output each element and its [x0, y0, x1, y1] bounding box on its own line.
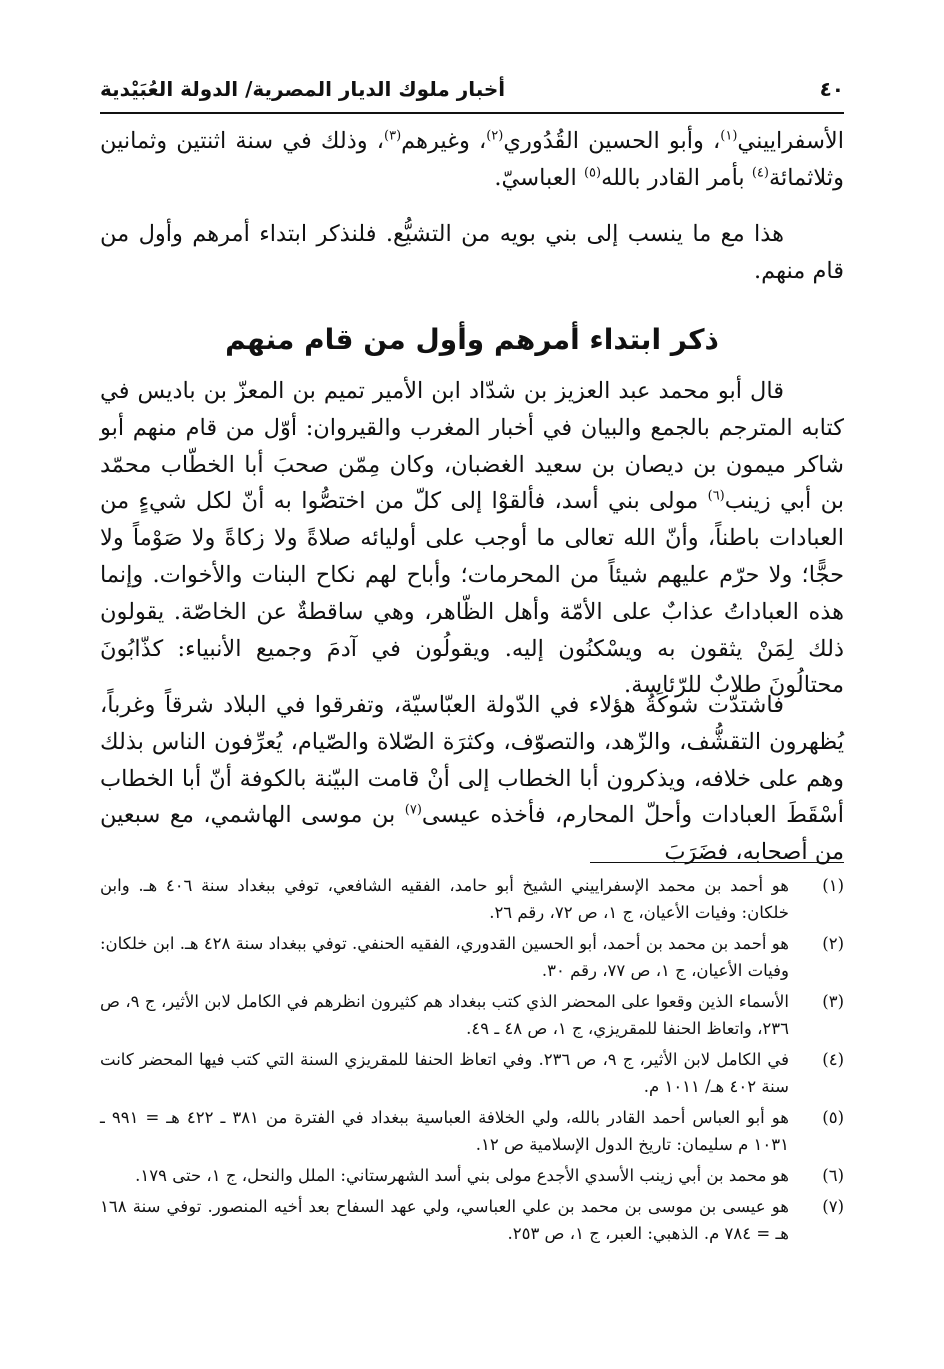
footnote-item	[100, 1104, 844, 1158]
footnote-text: هو عيسى بن موسى بن محمد بن علي العباسي، ولي عهد السفاح بعد أخيه المنصور. توفي سنة ١٦٨ هـ = ٧٨٤ م. الذهبي: العبر، ج ١، ص ٢٥٣.	[100, 1197, 789, 1243]
footnote-ref-3[interactable]: (٣)	[384, 128, 402, 144]
footnote-ref-5[interactable]: (٥)	[583, 165, 602, 181]
footnote-text: هو محمد بن أبي زينب الأسدي الأجدع مولى بني أسد الشهرستاني: الملل والنحل، ج ١، حتى ١٧٩.	[135, 1166, 789, 1185]
footnote-ref-1[interactable]: (١)	[720, 128, 738, 144]
footnote-number: (١)	[822, 876, 844, 895]
text-run: العباسيّ.	[494, 164, 584, 191]
text-run: مولى بني أسد، فألقوْا إلى كلّ من اختصُّوا به أنّ لكل شيءٍ من العبادات باطناً، وأنّ الله تعالى ما أوجب على أوليائه صلاةً ولا زكاةً ولا صَوْماً ولا حجًّا؛ ولا حرّم عليهم شيئاً من المحرمات؛ وأباح لهم نكاح البنات والأخوات. وإنما هذه العباداتُ عذابٌ على الأمّة وأهل الظّاهر، وهي ساقطةٌ عن الخاصّة. يقولون ذلك لِمَنْ يثقون به ويسْكنُون إليه. ويقولُون في آدمَ وجميع الأنبياء: كذّابُونَ محتالُونَ طلابٌ للرّئاسة.	[100, 488, 844, 699]
footnote-item	[100, 1162, 844, 1189]
footnote-number: (٧)	[822, 1197, 844, 1216]
footnote-number: (٣)	[822, 992, 844, 1011]
text-run: ، وغيرهم	[401, 128, 487, 154]
footnote-item	[100, 1193, 844, 1247]
footnote-text: الأسماء الذين وقعوا على المحضر الذي كتب ببغداد هم كثيرون انظرهم في الكامل لابن الأثير، ج ٩، ص ٢٣٦، واتعاظ الحنفا للمقريزي، ج ١، ص ٤٨ ـ ٤٩.	[100, 992, 789, 1038]
footnote-text: في الكامل لابن الأثير، ج ٩، ص ٢٣٦. وفي اتعاظ الحنفا للمقريزي السنة التي كتب فيها المحضر كانت سنة ٤٠٢ هـ/ ١٠١١ م.	[100, 1050, 790, 1096]
footnote-ref-7[interactable]: (٧)	[404, 802, 422, 818]
footnote-number: (٤)	[822, 1050, 844, 1069]
footnotes-list	[100, 872, 844, 1251]
footnote-number: (٦)	[822, 1166, 844, 1185]
footnote-separator	[590, 862, 844, 863]
footnote-ref-2[interactable]: (٢)	[486, 128, 504, 144]
footnote-text: هو أحمد بن محمد بن أحمد، أبو الحسين القدوري، الفقيه الحنفي. توفي ببغداد سنة ٤٢٨ هـ. ابن خلكان: وفيات الأعيان، ج ١، ص ٧٧، رقم ٣٠.	[100, 934, 789, 980]
paragraph-4	[100, 687, 844, 871]
text-run: فاشتدّت شوكَةُ هؤلاء في الدّولة العبّاسيّة، وتفرقوا في البلاد شرقاً وغرباً، يُظهرون التقشُّف، والزّهد، والتصوّف، وكثرَة الصّلاة والصّيام، يُعرِّفون الناس بذلك وهم على خلافه، ويذكرون أبا الخطاب إلى أنْ قامت البيّنة بالكوفة أنّ أبا الخطاب أسْقَطَ العبادات وأحلّ المحارم، فأخذه عيسى	[100, 692, 844, 829]
paragraph-3	[100, 373, 844, 704]
running-title: أخبار ملوك الديار المصرية/ الدولة العُبَيْدية	[100, 77, 506, 101]
footnote-item	[100, 872, 844, 926]
footnote-ref-4[interactable]: (٤)	[751, 165, 769, 181]
text-run: قال أبو محمد عبد العزيز بن شدّاد ابن الأمير تميم بن المعزّ بن باديس في كتابه المترجم بالجمع والبيان في أخبار المغرب والقيروان: أوّل من قام منهم أبو شاكر ميمون بن ديصان بن سعيد الغضبان، وكان مِمّن صحبَ أبا الخطّاب محمّد بن أبي زينب	[100, 378, 844, 515]
running-header	[100, 72, 844, 106]
paragraph-2: هذا مع ما ينسب إلى بني بويه من التشيُّع. فلنذكر ابتداء أمرهم وأول من قام منهم.	[100, 221, 844, 284]
text-run: بأمر القادر بالله	[601, 164, 752, 191]
text-run: ، وأبو الحسين القُدُوري	[503, 128, 721, 154]
section-heading: ذكر ابتداء أمرهم وأول من قام منهم	[225, 323, 719, 356]
paragraph-1	[100, 123, 844, 197]
footnote-ref-6[interactable]: (٦)	[707, 488, 725, 504]
footnote-text: هو أبو العباس أحمد القادر بالله، ولي الخلافة العباسية ببغداد في الفترة من ٣٨١ ـ ٤٢٢ هـ = ٩٩١ ـ ١٠٣١ م سليمان: تاريخ الدول الإسلامية ص ١٢.	[100, 1108, 789, 1154]
header-rule	[100, 112, 844, 114]
footnote-number: (٢)	[822, 934, 844, 953]
footnote-text: هو أحمد بن محمد الإسفراييني الشيخ أبو حامد، الفقيه الشافعي، توفي ببغداد سنة ٤٠٦ هـ. وابن خلكان: وفيات الأعيان، ج ١، ص ٧٢، رقم ٢٦.	[100, 876, 789, 922]
footnote-number: (٥)	[822, 1108, 844, 1127]
page-number: ٤٠	[819, 77, 844, 101]
text-run: بن موسى الهاشمي، مع سبعين من أصحابه، فضَرَبَ	[100, 802, 844, 866]
text-run: ، وذلك في سنة اثنتين وثمانين وثلاثمائة	[100, 128, 844, 191]
footnote-item	[100, 930, 844, 984]
footnote-item	[100, 988, 844, 1042]
footnote-item	[100, 1046, 844, 1100]
text-run: الأسفراييني	[737, 128, 845, 154]
